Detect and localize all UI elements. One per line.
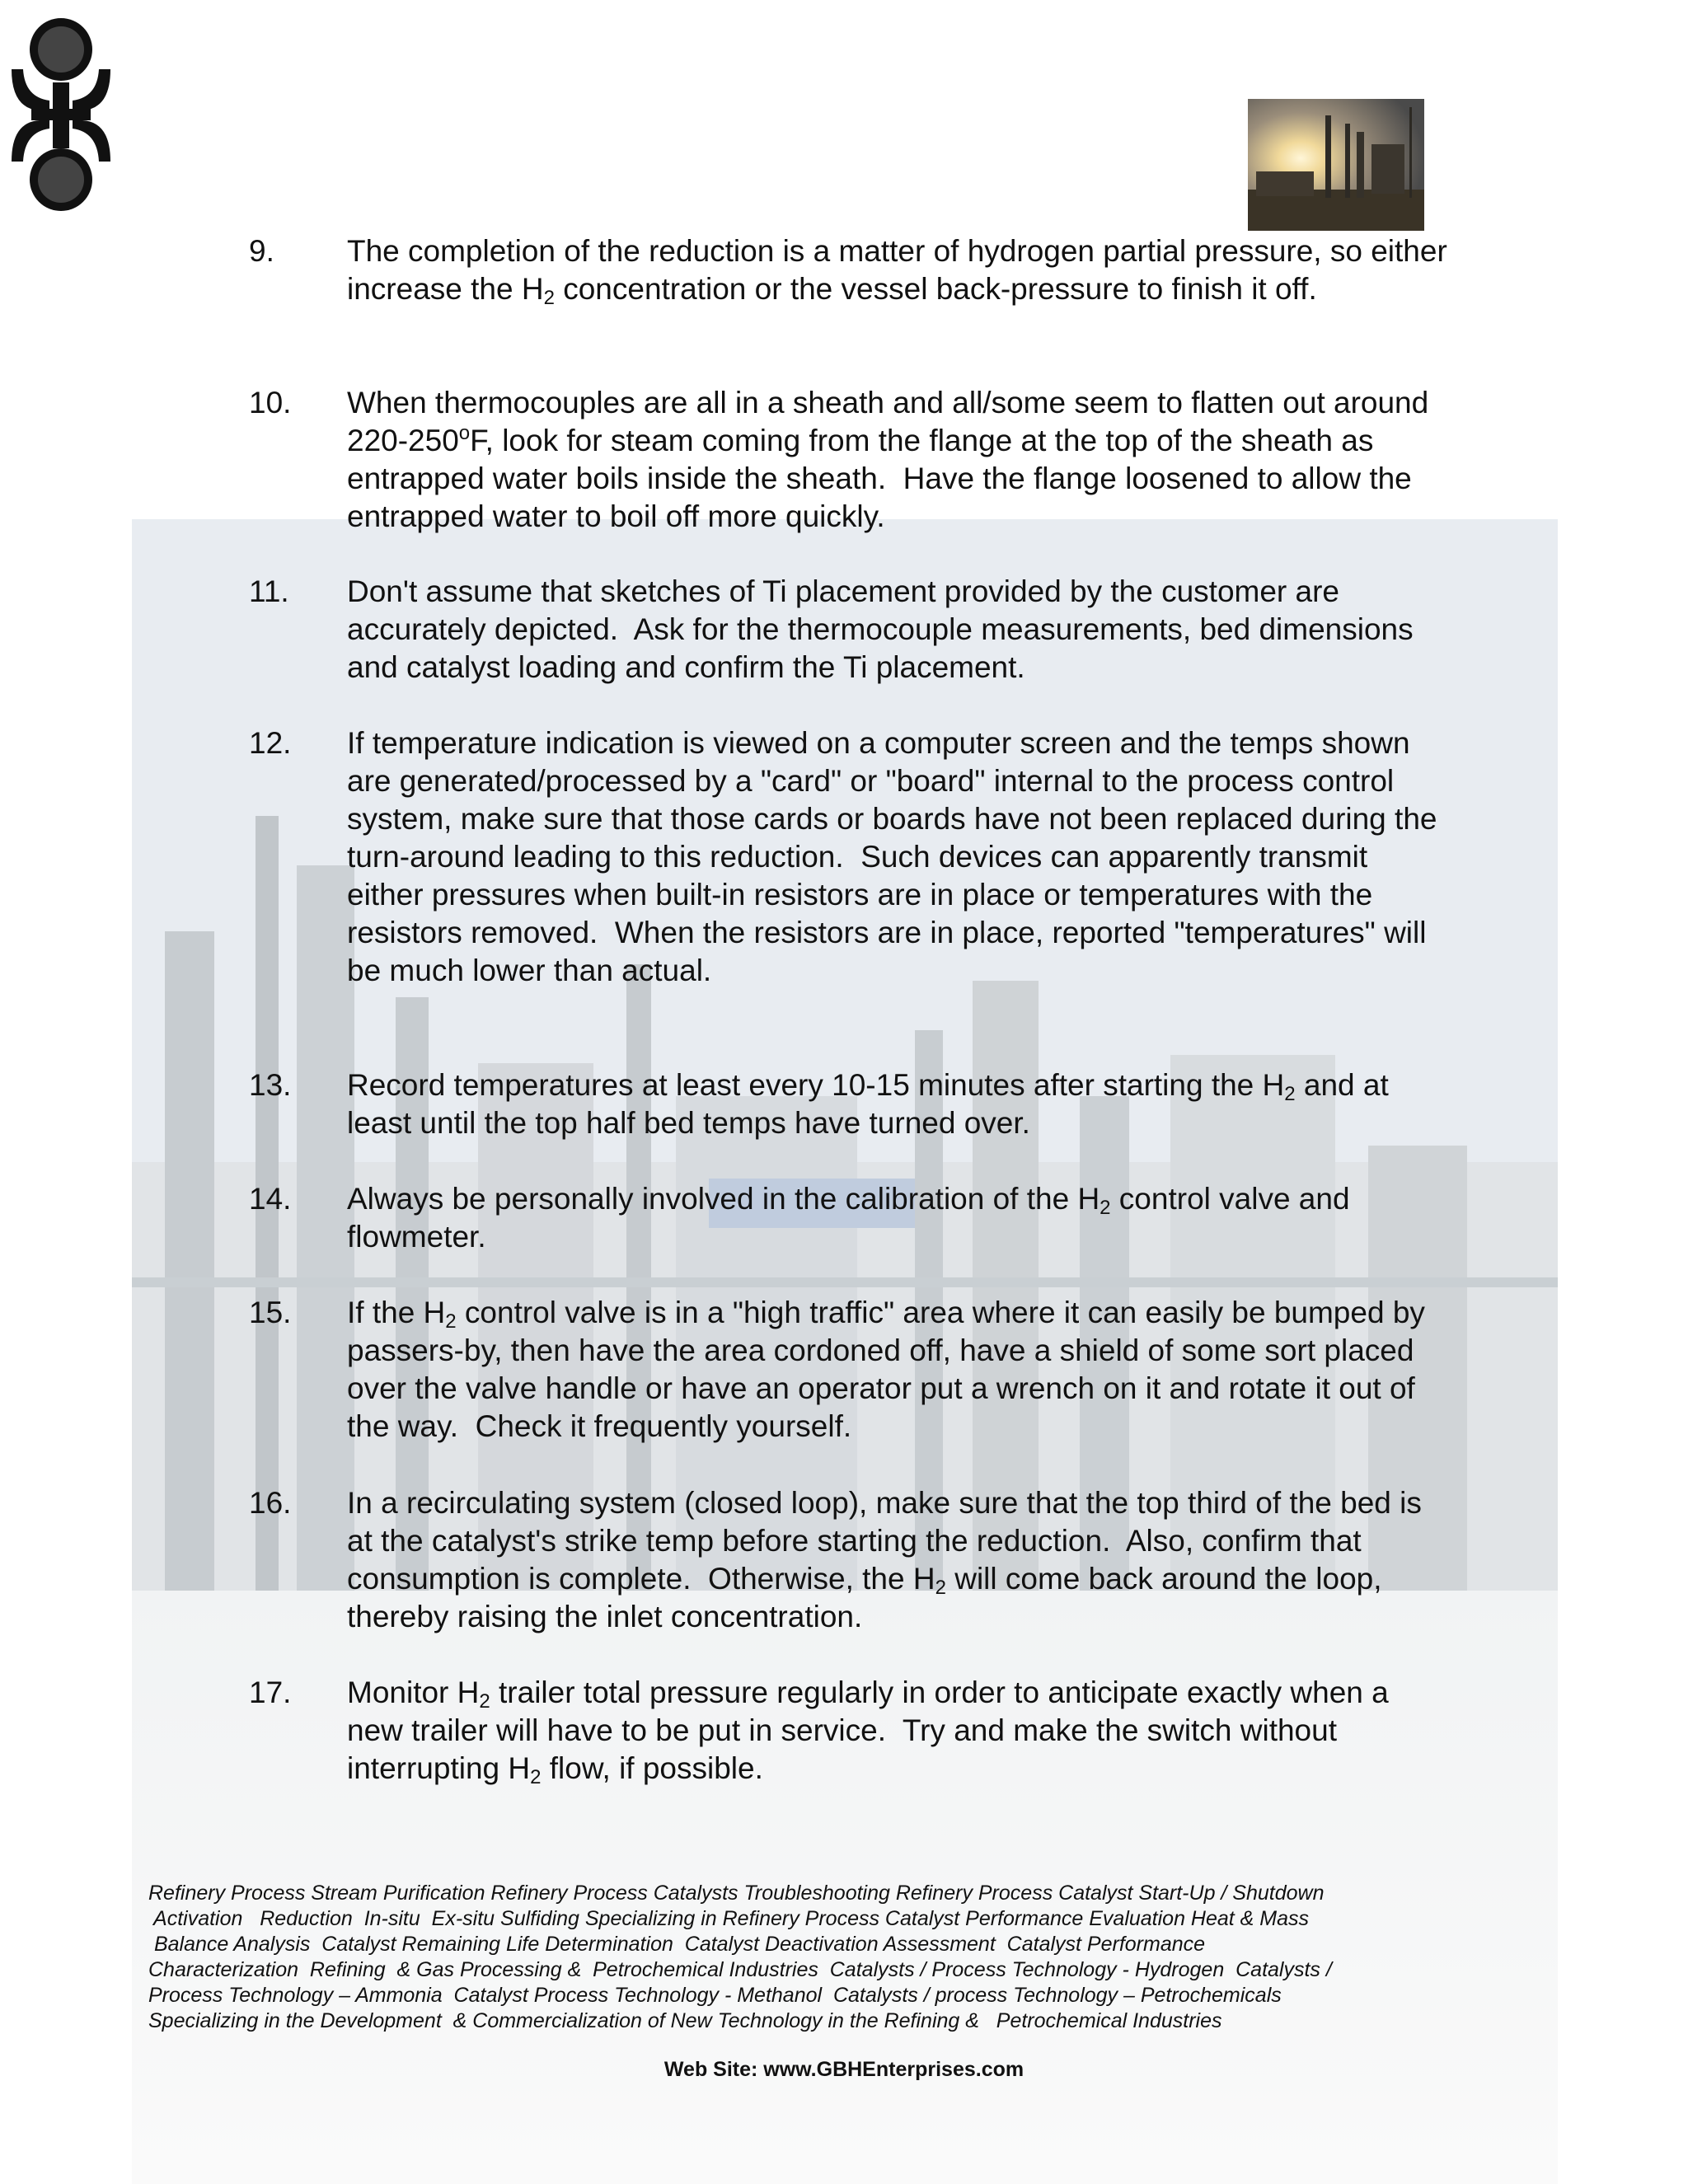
item-text-segment: will come back around the loop, thereby raising the inlet concentration. xyxy=(347,1562,1390,1633)
refinery-sunset-photo xyxy=(1248,99,1424,231)
item-text-segment: flow, if possible. xyxy=(541,1751,763,1785)
footer-line: Refinery Process Stream Purification Refinery Process Catalysts Troubleshooting Refinery Process Catalyst Start-Up / Shutdown xyxy=(148,1882,1325,1905)
item-text-segment: control valve and flowmeter. xyxy=(347,1182,1358,1254)
item-text xyxy=(347,1674,1451,1788)
footer-line: Balance Analysis Catalyst Remaining Life Determination Catalyst Deactivation Assessment Catalyst Performance xyxy=(148,1933,1206,1956)
website-link[interactable]: Web Site: www.GBHEnterprises.com xyxy=(663,2058,1025,2081)
gbh-enterprises-logo-icon xyxy=(7,12,115,218)
item-number: 17. xyxy=(249,1675,292,1709)
item-text xyxy=(347,1484,1451,1636)
item-number: 15. xyxy=(249,1296,292,1329)
subscript: 2 xyxy=(1100,1197,1111,1219)
item-text-segment: and at least until the top half bed temps have turned over. xyxy=(347,1068,1398,1140)
item-text-segment: Always be personally involved in the calibration of the H xyxy=(347,1182,1100,1216)
item-text xyxy=(347,1180,1451,1256)
item-text-segment: Record temperatures at least every 10-15 minutes after starting the H xyxy=(347,1068,1285,1102)
item-text-segment: In a recirculating system (closed loop), make sure that the top third of the bed is at the catalyst's strike temp before starting the reduction. Also, confirm that consumption is complete. Otherwise, the H xyxy=(347,1486,1431,1596)
item-text xyxy=(347,384,1451,536)
item-text-segment: concentration or the vessel back-pressure to finish it off. xyxy=(554,272,1317,306)
subscript: 2 xyxy=(935,1577,946,1599)
footer-line: Characterization Refining & Gas Processing & Petrochemical Industries Catalysts / Process Technology - Hydrogen Catalysts / xyxy=(148,1958,1332,1981)
item-text xyxy=(347,1294,1451,1446)
item-text-segment: Don't assume that sketches of Ti placement provided by the customer are accurately depicted. Ask for the thermocouple measurements, bed dimensions and catalyst loading and confirm the Ti placement. xyxy=(347,574,1422,684)
footer-line: Activation Reduction In-situ Ex-situ Sulfiding Specializing in Refinery Process Catalyst Performance Evaluation Heat & Mass xyxy=(148,1907,1310,1930)
subscript: 2 xyxy=(445,1310,457,1333)
item-text-segment: Monitor H xyxy=(347,1675,480,1709)
subscript: 2 xyxy=(1284,1083,1296,1105)
subscript: 2 xyxy=(543,287,555,309)
item-text-segment: If temperature indication is viewed on a computer screen and the temps shown are generated/processed by a "card" or "board" internal to the process control system, make sure that those cards or boards have not been replaced during the turn-around leading to this reduction. Such devices can apparently transmit either pressures when built-in resistors are in place or temperatures with the resistors removed. When the resistors are in place, reported "temperatures" will be much lower than actual. xyxy=(347,726,1446,987)
item-text-segment: F, look for steam coming from the flange at the top of the sheath as entrapped water boils inside the sheath. Have the flange loosened to allow the entrapped water to boil off more quickly. xyxy=(347,424,1421,533)
item-number: 13. xyxy=(249,1068,292,1102)
footer-keywords xyxy=(148,1881,1434,2034)
subscript: 2 xyxy=(479,1690,490,1713)
superscript: o xyxy=(458,422,471,444)
item-number: 11. xyxy=(249,574,289,608)
item-text xyxy=(347,573,1451,687)
item-number: 10. xyxy=(249,386,292,419)
item-text-segment: control valve is in a "high traffic" area where it can easily be bumped by passers-by, then have the area cordoned off, have a shield of some sort placed over the valve handle or have an operator put a wrench on it and rotate it out of the way. Check it frequently yourself. xyxy=(347,1296,1434,1443)
item-text xyxy=(347,232,1456,309)
item-number: 12. xyxy=(249,726,292,760)
item-number: 16. xyxy=(249,1486,292,1520)
item-text xyxy=(347,724,1451,990)
item-text-segment: If the H xyxy=(347,1296,446,1329)
footer-line: Specializing in the Development & Commercialization of New Technology in the Refining & Petrochemical Industries xyxy=(148,2009,1222,2032)
subscript: 2 xyxy=(530,1766,542,1788)
item-text-segment: When thermocouples are all in a sheath and all/some seem to flatten out around 220-250 xyxy=(347,386,1437,457)
item-text-segment: trailer total pressure regularly in order to anticipate exactly when a new trailer will have to be put in service. Try and make the switch without interrupting H xyxy=(347,1675,1398,1785)
item-number: 9. xyxy=(249,234,274,268)
item-text-segment: The completion of the reduction is a matter of hydrogen partial pressure, so either increase the H xyxy=(347,234,1456,306)
item-text xyxy=(347,1066,1451,1142)
item-number: 14. xyxy=(249,1182,292,1216)
footer-line: Process Technology – Ammonia Catalyst Process Technology - Methanol Catalysts / process Technology – Petrochemicals xyxy=(148,1984,1282,2007)
